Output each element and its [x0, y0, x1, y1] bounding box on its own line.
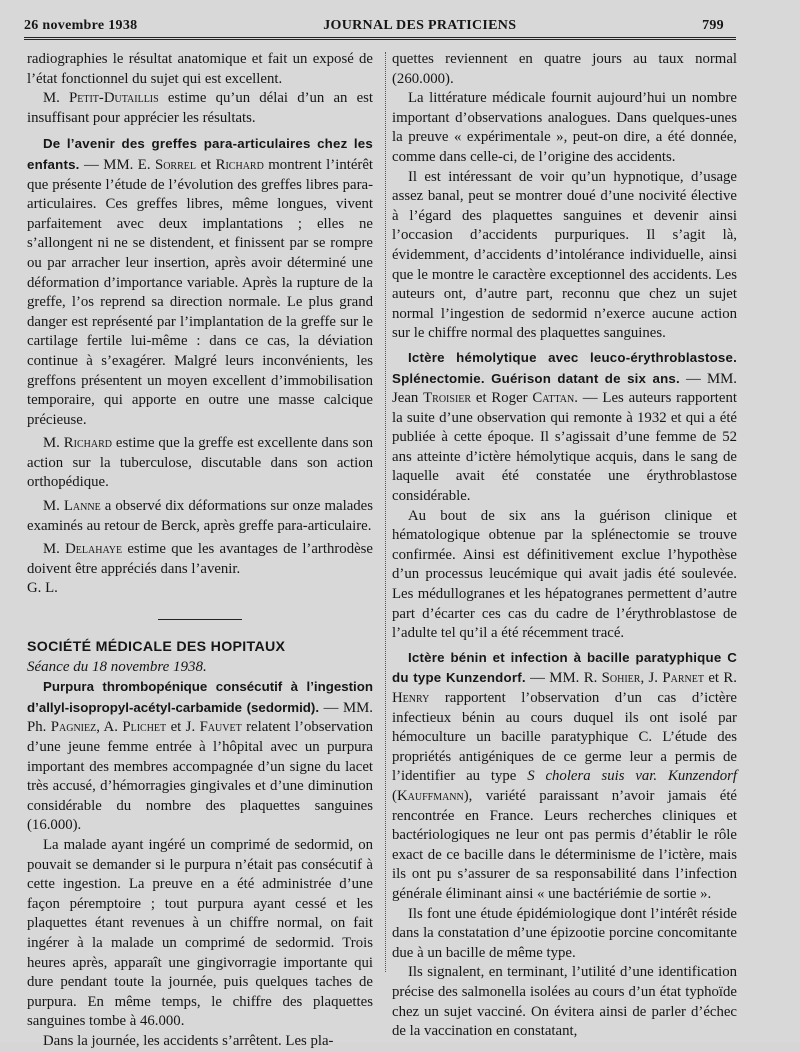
paragraph: quettes reviennent en quatre jours au taux normal (260.000). [392, 51, 737, 87]
paragraph-text: . — Les auteurs rapportent la suite d’une observation qui remonte à 1932 et qui a été publiée à cette époque. Il s’agissait d’une femme de 52 ans atteinte d’ictère hémolytique acquis, dans le sang de laquelle avait été constatée une érythroblastose considérable. [392, 390, 737, 505]
text-run: et [196, 156, 216, 173]
paragraph: La malade ayant ingéré un comprimé de sedormid, on pouvait se demander si le purpura n’était pas consécutif à cette ingestion. La preuve en a été administrée d’une façon péremptoire ; tout purpura ayant cessé et les plaquettes étant revenues à un chiffre normal, on fait ingérer à la malade un comprimé de sedormid. Trois heures après, apparaît une gingivorragie importante qui dure pendant toute la journée, puis quelques taches de purpura. En même temps, le chiffre des plaquettes sanguines tombe à 46.000. [27, 836, 373, 1030]
author-name: Lanne [63, 498, 101, 515]
author-name: Delahaye [65, 541, 123, 558]
text-run: — MM. Ph. [27, 699, 373, 736]
paragraph-text: relatent l’observation d’une jeune femme entrée à l’hôpital avec un purpura important des membres accompagnée d’un signe du lacet très accusé, d’hémorragies gingivales et d’une diminution considérable du nombre des plaquettes sanguines (16.000). [27, 719, 374, 834]
running-header [24, 12, 724, 40]
article-title: Purpura thrombopénique consécutif à l’ingestion d’allyl-isopropyl-acétyl-carbamide (sedormid). [27, 679, 373, 715]
text-run: ( [392, 787, 397, 804]
paragraph [27, 497, 373, 536]
paragraph [27, 89, 373, 128]
paragraph [27, 677, 373, 836]
right-column [392, 50, 737, 1042]
paragraph [27, 434, 373, 493]
paragraph-text: estime qu’un délai d’un an est insuffisant pour apprécier les résultats. [27, 90, 374, 126]
paragraph-text: rapportent l’observation d’un cas d’ictère infectieux bénin au cours duquel ils ont isolé par hémoculture un bacille paratyphique C. L’étude des propriétés antigéniques de ce germe leur a permis de l’identifier au type [392, 690, 737, 785]
header-journal-title: JOURNAL DES PRATICIENS [323, 18, 517, 33]
header-date: 26 novembre 1938 [24, 18, 138, 33]
text-run: , J. [640, 670, 663, 687]
author-name: Henry [392, 690, 430, 706]
author-name: Troisier [423, 390, 472, 407]
paragraph: La littérature médicale fournit aujourd’hui un nombre important d’observations analogues. Dans quelques-unes la preuve « expérimentale », peut-on dire, a été donnée, comme dans celle-ci, de l’origine des accidents. [392, 90, 737, 165]
author-name: Kauffmann [396, 787, 464, 804]
text-run: M. [43, 498, 64, 515]
column-divider [385, 52, 386, 972]
paragraph-text: ), variété paraissant n’avoir jamais été rencontrée en France. Leurs recherches cliniques et bactériologiques ne leur ont pas permis d’établir le rôle exact de ce bacille dans le déterminisme de l’ictère, mais ils ont pu s’assurer de sa responsabilité dans l’infection générale éliminant ainsi « une bactériémie de sortie ». [392, 787, 737, 902]
author-name: Sohier [601, 670, 641, 687]
author-name: Richard [63, 435, 112, 452]
text-run: — MM. Jean [392, 370, 737, 407]
text-run: M. [43, 541, 66, 558]
article-title: De l’avenir des greffes para-articulaires chez les enfants. [27, 136, 373, 172]
author-name: Plichet [122, 719, 167, 736]
text-run: — MM. E. [79, 156, 155, 173]
paragraph-text: a observé dix déformations sur onze malades examinés au retour de Berck, après greffe para-articulaire. [27, 498, 373, 534]
paragraph [392, 348, 737, 507]
text-run: et R. [703, 670, 737, 687]
article-title: Ictère hémolytique avec leuco-érythroblastose. Splénectomie. Guérison datant de six ans. [392, 349, 737, 386]
paragraph-text: montrent l’intérêt que présente l’étude de l’évolution des greffes libres para-articulaires. Ces greffes libres, même longues, vivent parfaitement avec deux implantations ; elles ne s’allongent ni ne se distendent, et finissent par se rompre ou par arracher leur insertion, après avoir déterminé une déformation d’importance variable. Après la rupture de la greffe, l’os reprend sa direction normale. Le plus grand danger est représenté par l’implantation de la greffe sur le cartilage fertile lui-même : dans ce cas, la déviation continue à s’exagérer. Malgré leurs inconvénients, les greffons présentent un moyen excellent d’immobilisation temporaire, qui apporte en outre une masse calcique précieuse. [27, 156, 374, 428]
paragraph: Ils signalent, en terminant, l’utilité d’une identification précise des salmonella isolées au cours d’un état typhoïde chez un sujet vacciné. On évitera ainsi de parler d’échec de la vaccination en constatant, [392, 964, 737, 1040]
author-name: Richard [215, 156, 264, 173]
paragraph: radiographies le résultat anatomique et fait un exposé de l’état fonctionnel du sujet qui est excellent. [27, 51, 373, 87]
signature: G. L. [27, 580, 58, 597]
paragraph-text: estime que la greffe est excellente dans son action sur la tuberculose, discutable dans son action orthopédique. [27, 435, 373, 491]
author-name: Fauvet [199, 719, 242, 736]
paragraph-text: estime que les avantages de l’arthrodèse doivent être appréciés dans l’avenir. [27, 541, 373, 577]
article-title: Ictère bénin et infection à bacille paratyphique C du type Kunzendorf. [392, 649, 737, 686]
paragraph [27, 540, 373, 579]
author-name: Sorrel [154, 156, 196, 173]
section-subtitle: Séance du 18 novembre 1938. [27, 658, 207, 675]
author-name: Cattan [532, 390, 575, 407]
author-name: M. Petit-Dutaillis [43, 90, 159, 107]
author-name: Parnet [662, 670, 704, 687]
text-run: — MM. R. [525, 670, 602, 687]
paragraph [392, 648, 737, 905]
text-run: M. [43, 435, 64, 452]
species-name: S cholera suis var. Kunzendorf [527, 768, 738, 785]
section-title: SOCIÉTÉ MÉDICALE DES HOPITAUX [27, 639, 286, 656]
paragraph: Au bout de six ans la guérison clinique et hématologique obtenue par la splénectomie se trouve confirmée. Ainsi est définitivement exclue l’hypothèse d’un processus leucémique qui avait jadis été soulevée. Les médullogranes et les hépatogranes permettent d’autre part d’écarter ces cas du cadre de l’érythroblastose de l’adulte tel qu’il a été récemment tracé. [392, 507, 737, 642]
text-run: et Roger [471, 390, 533, 407]
paragraph: Ils font une étude épidémiologique dont l’intérêt réside dans la constatation d’une épizootie porcine concomitante due à un bacille de même type. [392, 905, 737, 961]
header-page-number: 799 [702, 18, 724, 33]
text-run: , A. [96, 719, 123, 736]
paragraph: Dans la journée, les accidents s’arrêtent. Les pla- [43, 1032, 334, 1049]
section-rule [158, 619, 242, 620]
text-run: et J. [166, 719, 200, 736]
left-column [27, 50, 373, 1052]
author-name: Pagniez [50, 719, 97, 736]
paragraph: Il est intéressant de voir qu’un hypnotique, d’usage assez banal, peut se montrer doué d’une nocivité élective à l’égard des plaquettes sanguines et devenir ainsi l’occasion d’accidents purpuriques. Il s’agit là, évidemment, d’accidents d’intolérance individuelle, ainsi que le montre le caractère exceptionnel des accidents. Les auteurs ont, d’autre part, reconnu que chez un sujet normal l’ingestion de sedormid n’exerce aucune action sur le chiffre normal des plaquettes sanguines. [392, 168, 737, 342]
paragraph [27, 134, 373, 430]
header-rule [24, 37, 736, 40]
